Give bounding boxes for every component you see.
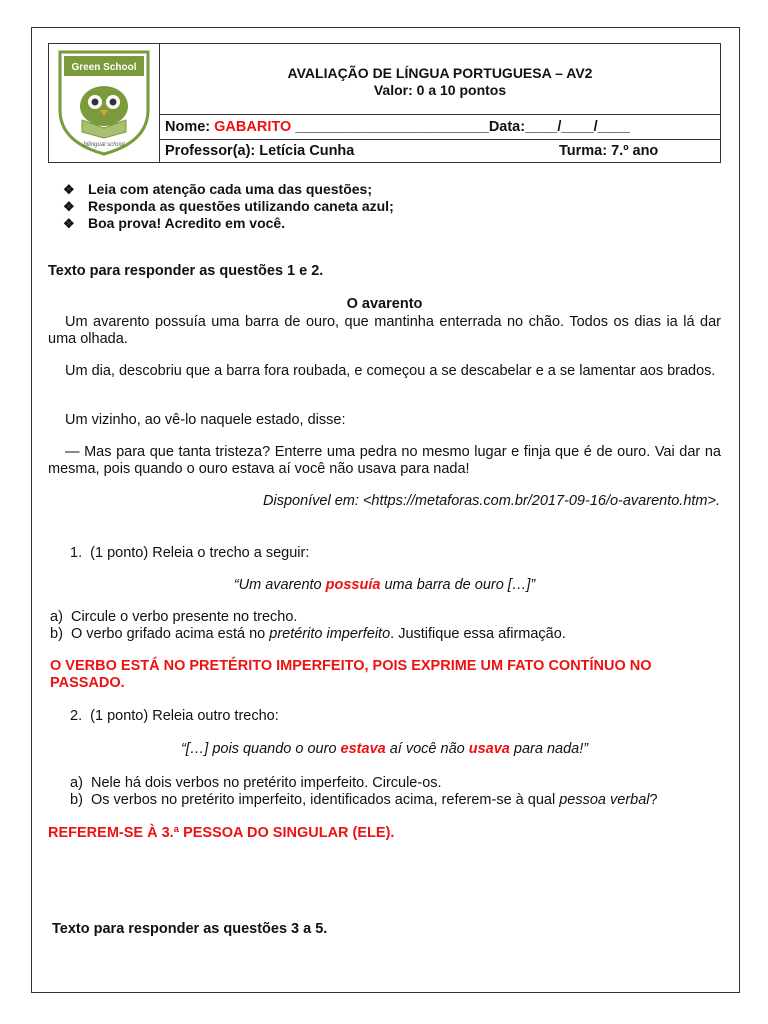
instruction-item: ❖ Boa prova! Acredito em você. — [63, 215, 286, 231]
section1-heading: Texto para responder as questões 1 e 2. — [48, 263, 324, 279]
title-cell — [160, 44, 720, 115]
diamond-bullet-icon: ❖ — [63, 182, 75, 197]
story-paragraph: — Mas para que tanta tristeza? Enterre uma pedra no mesmo lugar e finja que é de ouro. Vai dar na mesma, pois quando o ouro estava aí você não usava para nada! — [48, 444, 721, 477]
question-2-item-b: b) Os verbos no pretérito imperfeito, identificados acima, referem-se à qual pessoa verbal? — [70, 792, 658, 808]
header-table — [48, 43, 721, 163]
instructions-list — [63, 181, 394, 232]
question-1-item-b: b) O verbo grifado acima está no pretérito imperfeito. Justifique essa afirmação. — [50, 626, 566, 642]
question-1-answer: O VERBO ESTÁ NO PRETÉRITO IMPERFEITO, POIS EXPRIME UM FATO CONTÍNUO NO PASSADO. — [50, 658, 652, 691]
school-logo — [56, 48, 152, 158]
professor-row — [160, 140, 720, 162]
question-2-item-a: a) Nele há dois verbos no pretérito imperfeito. Circule-os. — [70, 775, 442, 791]
nome-value: GABARITO — [214, 119, 292, 135]
story-title: O avarento — [346, 296, 423, 312]
question-2-prompt: 2. (1 ponto) Releia outro trecho: — [70, 708, 279, 724]
story-paragraph: Um avarento possuía uma barra de ouro, que mantinha enterrada no chão. Todos os dias ia lá dar uma olhada. — [48, 314, 721, 347]
logo-text: Green School — [71, 62, 137, 73]
story-source: Disponível em: <https://metaforas.com.br/2017-09-16/o-avarento.htm>. — [263, 493, 720, 509]
instruction-item: ❖ Leia com atenção cada uma das questões; — [63, 181, 372, 197]
question-1-prompt: 1. (1 ponto) Releia o trecho a seguir: — [70, 545, 310, 561]
question-2-quote: “[…] pois quando o ouro estava aí você não usava para nada!” — [180, 741, 589, 757]
nome-blank: ________________________ — [295, 119, 489, 135]
story-paragraph: Um dia, descobriu que a barra fora roubada, e começou a se descabelar e a se lamentar aos brados. — [65, 363, 716, 379]
story-paragraph: Um vizinho, ao vê-lo naquele estado, disse: — [65, 412, 346, 428]
name-row — [160, 115, 720, 140]
section2-heading: Texto para responder as questões 3 a 5. — [52, 921, 328, 937]
highlighted-verb: possuía — [325, 577, 381, 593]
page-border — [31, 27, 740, 993]
logo-cell — [49, 44, 160, 162]
professor-label: Professor(a): Letícia Cunha — [165, 143, 355, 159]
logo-subtext: bilingual school — [83, 142, 125, 148]
question-1-item-a: a) Circule o verbo presente no trecho. — [50, 609, 298, 625]
nome-label: Nome: — [165, 119, 211, 135]
highlighted-verb: usava — [468, 741, 510, 757]
exam-title: AVALIAÇÃO DE LÍNGUA PORTUGUESA – AV2 — [287, 65, 593, 81]
highlighted-verb: estava — [340, 741, 386, 757]
turma-label: Turma: 7.º ano — [559, 143, 659, 159]
exam-subtitle: Valor: 0 a 10 pontos — [373, 82, 507, 98]
instruction-item: ❖ Responda as questões utilizando caneta azul; — [63, 198, 394, 214]
data-label: Data:____/____/____ — [488, 119, 630, 135]
question-1-quote: “Um avarento possuía uma barra de ouro […]” — [233, 577, 536, 593]
question-2-answer: REFEREM-SE À 3.ª PESSOA DO SINGULAR (ELE). — [48, 825, 395, 841]
diamond-bullet-icon: ❖ — [63, 216, 75, 231]
diamond-bullet-icon: ❖ — [63, 199, 75, 214]
